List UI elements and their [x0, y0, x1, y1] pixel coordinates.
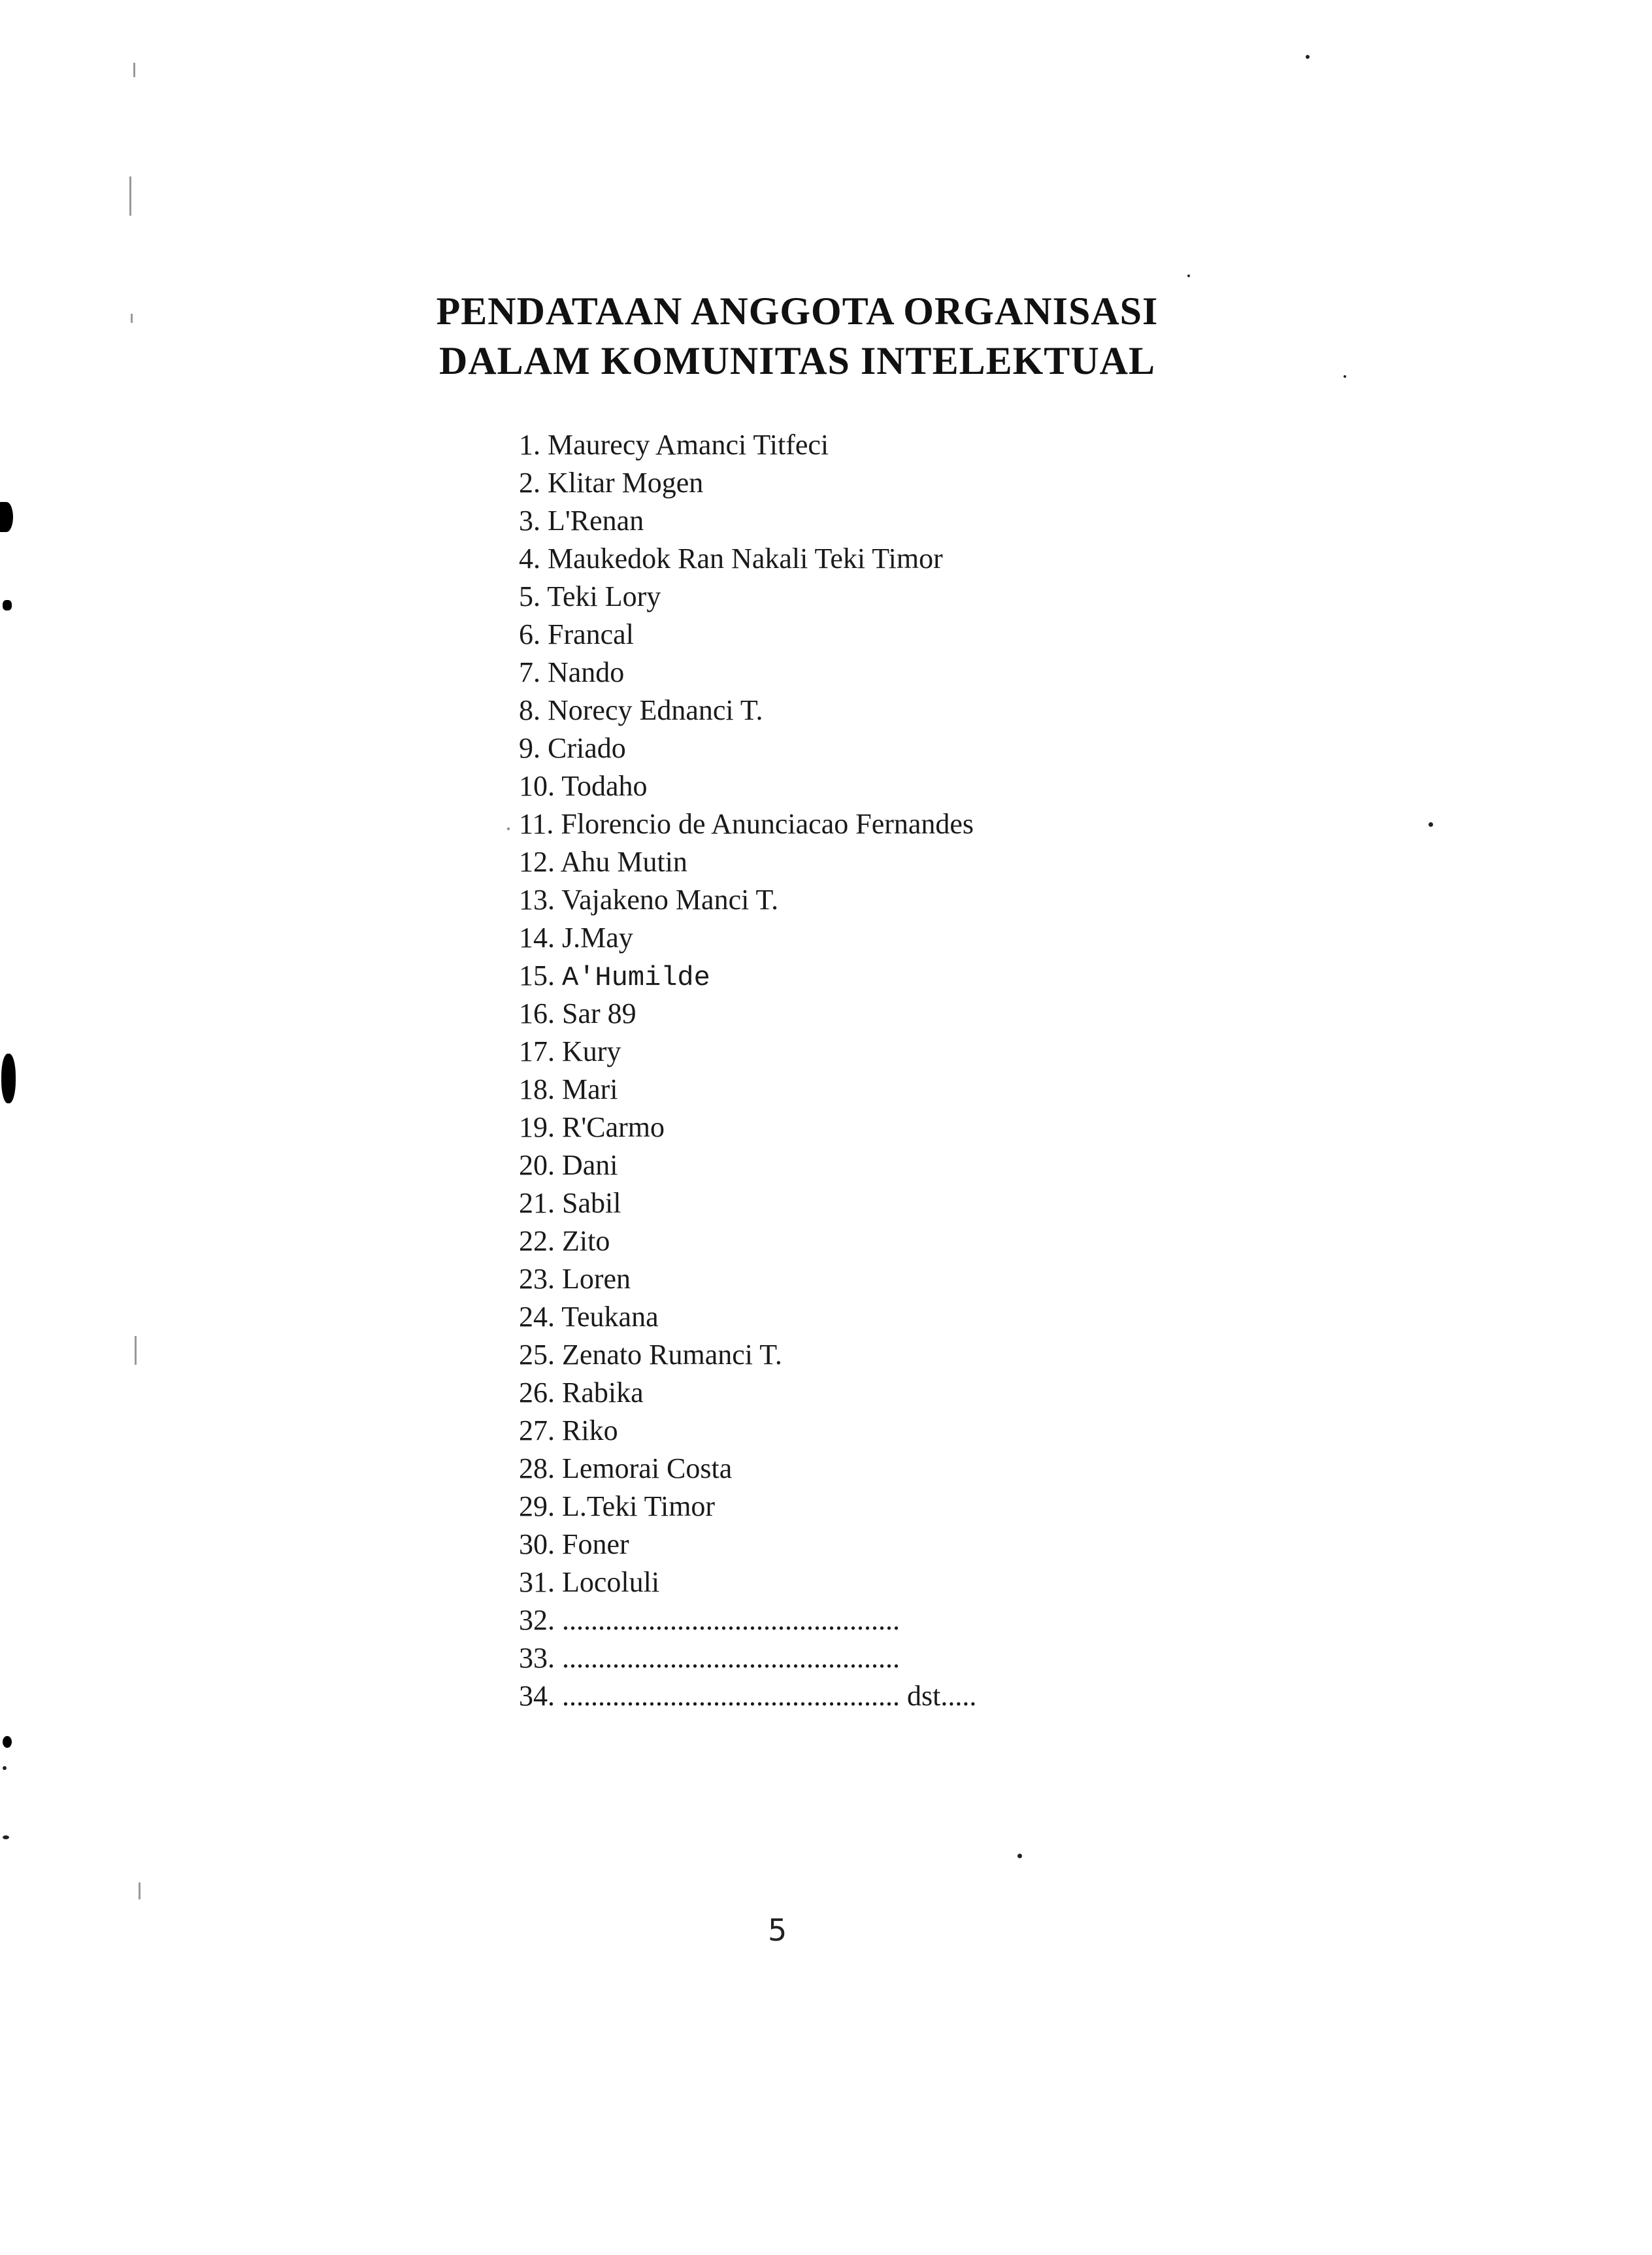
scan-artifact: [1429, 822, 1433, 827]
item-number: 5.: [519, 580, 540, 612]
scan-artifact: [1306, 55, 1310, 59]
item-number: 8.: [519, 694, 540, 726]
list-item: [519, 578, 976, 616]
list-item: [519, 1563, 976, 1601]
item-number: 21.: [519, 1187, 555, 1219]
scan-artifact: [1, 1054, 16, 1103]
item-name: Zenato Rumanci T.: [562, 1339, 782, 1371]
list-item: [519, 1146, 976, 1184]
list-item: [519, 616, 976, 654]
title-line-1: PENDATAAN ANGGOTA ORGANISASI: [436, 290, 1159, 333]
list-item: [519, 1677, 976, 1715]
item-number: 32.: [519, 1604, 555, 1636]
item-number: 23.: [519, 1263, 555, 1295]
list-item: [519, 464, 976, 502]
list-item: [519, 1336, 976, 1374]
page-number: 5: [768, 1913, 787, 1948]
item-number: 18.: [519, 1073, 555, 1105]
list-item: [519, 1450, 976, 1488]
item-name: R'Carmo: [562, 1111, 665, 1143]
item-name: Nando: [548, 656, 625, 688]
item-number: 19.: [519, 1111, 555, 1143]
item-number: 22.: [519, 1225, 555, 1257]
item-name: Florencio de Anunciacao Fernandes: [561, 808, 974, 840]
item-number: 2.: [519, 467, 540, 499]
list-item: [519, 1071, 976, 1109]
list-item: [519, 1260, 976, 1298]
item-name: Norecy Ednanci T.: [548, 694, 763, 726]
list-item: [519, 1222, 976, 1260]
scan-artifact: [3, 1835, 9, 1839]
item-name: Todaho: [561, 770, 648, 802]
item-number: 31.: [519, 1566, 555, 1598]
item-number: 25.: [519, 1339, 555, 1371]
item-name: Rabika: [562, 1377, 644, 1409]
scan-artifact: [135, 1336, 137, 1365]
item-name: Sar 89: [562, 997, 636, 1029]
item-number: 20.: [519, 1149, 555, 1181]
item-name: Zito: [562, 1225, 610, 1257]
item-name: L'Renan: [548, 505, 644, 537]
item-number: 24.: [519, 1301, 555, 1333]
item-number: 7.: [519, 656, 540, 688]
item-name: Francal: [548, 618, 634, 650]
item-name: L.Teki Timor: [562, 1490, 716, 1522]
item-name: Kury: [562, 1035, 621, 1067]
list-item: [519, 1184, 976, 1222]
scan-artifact: [1187, 275, 1190, 277]
scan-artifact: [139, 1882, 140, 1899]
item-number: 15.: [519, 960, 555, 992]
item-name: Teukana: [561, 1301, 659, 1333]
item-name: Foner: [562, 1528, 629, 1560]
item-number: 3.: [519, 505, 540, 537]
item-name: Maukedok Ran Nakali Teki Timor: [548, 543, 943, 575]
scan-artifact: [3, 1736, 12, 1748]
item-number: 27.: [519, 1414, 555, 1446]
list-item: [519, 1033, 976, 1071]
item-name: Lemorai Costa: [562, 1452, 733, 1484]
list-item: [519, 767, 976, 805]
item-number: 26.: [519, 1377, 555, 1409]
item-number: 16.: [519, 997, 555, 1029]
item-number: 1.: [519, 429, 540, 461]
item-name: Maurecy Amanci Titfeci: [548, 429, 829, 461]
list-item: [519, 1488, 976, 1526]
item-number: 10.: [519, 770, 555, 802]
scan-artifact: [3, 1766, 7, 1770]
member-list: [519, 426, 976, 1715]
item-number: 14.: [519, 922, 555, 954]
item-number: 29.: [519, 1490, 555, 1522]
list-item: [519, 654, 976, 692]
item-number: 34.: [519, 1680, 555, 1712]
scan-artifact: [3, 600, 12, 610]
list-item: [519, 1601, 976, 1639]
list-item: [519, 995, 976, 1033]
item-number: 4.: [519, 543, 540, 575]
document-title: [392, 286, 1202, 386]
list-item: [519, 843, 976, 881]
list-item: [519, 881, 976, 919]
item-name: A'Humilde: [562, 962, 710, 994]
item-name: ...............................................: [562, 1604, 900, 1636]
item-name: Klitar Mogen: [548, 467, 704, 499]
list-item: [519, 1109, 976, 1146]
scan-artifact: [133, 63, 135, 77]
item-number: 28.: [519, 1452, 555, 1484]
item-name: Ahu Mutin: [560, 846, 687, 878]
item-number: 11.: [519, 808, 554, 840]
scan-artifact: [507, 827, 510, 830]
scan-artifact: [1017, 1854, 1022, 1858]
list-item: [519, 957, 976, 995]
list-item: [519, 805, 976, 843]
list-item: [519, 1639, 976, 1677]
list-item: [519, 1374, 976, 1412]
list-item: [519, 919, 976, 957]
item-name: Sabil: [562, 1187, 621, 1219]
scan-artifact: [0, 502, 13, 532]
list-item: [519, 692, 976, 729]
list-item: [519, 1412, 976, 1450]
scan-artifact: [131, 314, 133, 323]
item-number: 12.: [519, 846, 555, 878]
item-number: 9.: [519, 732, 540, 764]
list-item: [519, 1298, 976, 1336]
item-number: 30.: [519, 1528, 555, 1560]
scan-artifact: [1344, 375, 1346, 378]
item-number: 17.: [519, 1035, 555, 1067]
item-name: J.May: [562, 922, 633, 954]
item-name: Locoluli: [562, 1566, 660, 1598]
item-name: Dani: [562, 1149, 618, 1181]
item-name: Loren: [562, 1263, 631, 1295]
list-item: [519, 426, 976, 464]
item-number: 6.: [519, 618, 540, 650]
item-number: 13.: [519, 884, 555, 916]
item-name: Criado: [548, 732, 626, 764]
item-number: 33.: [519, 1642, 555, 1674]
list-item: [519, 1526, 976, 1563]
item-name: Teki Lory: [547, 580, 661, 612]
title-line-2: DALAM KOMUNITAS INTELEKTUAL: [438, 339, 1155, 382]
list-item: [519, 540, 976, 578]
item-name: ............................................... dst.....: [562, 1680, 977, 1712]
item-name: Vajakeno Manci T.: [561, 884, 779, 916]
scan-artifact: [129, 176, 131, 216]
list-item: [519, 502, 976, 540]
list-item: [519, 729, 976, 767]
item-name: Riko: [562, 1414, 618, 1446]
item-name: Mari: [562, 1073, 618, 1105]
item-name: ...............................................: [562, 1642, 900, 1674]
